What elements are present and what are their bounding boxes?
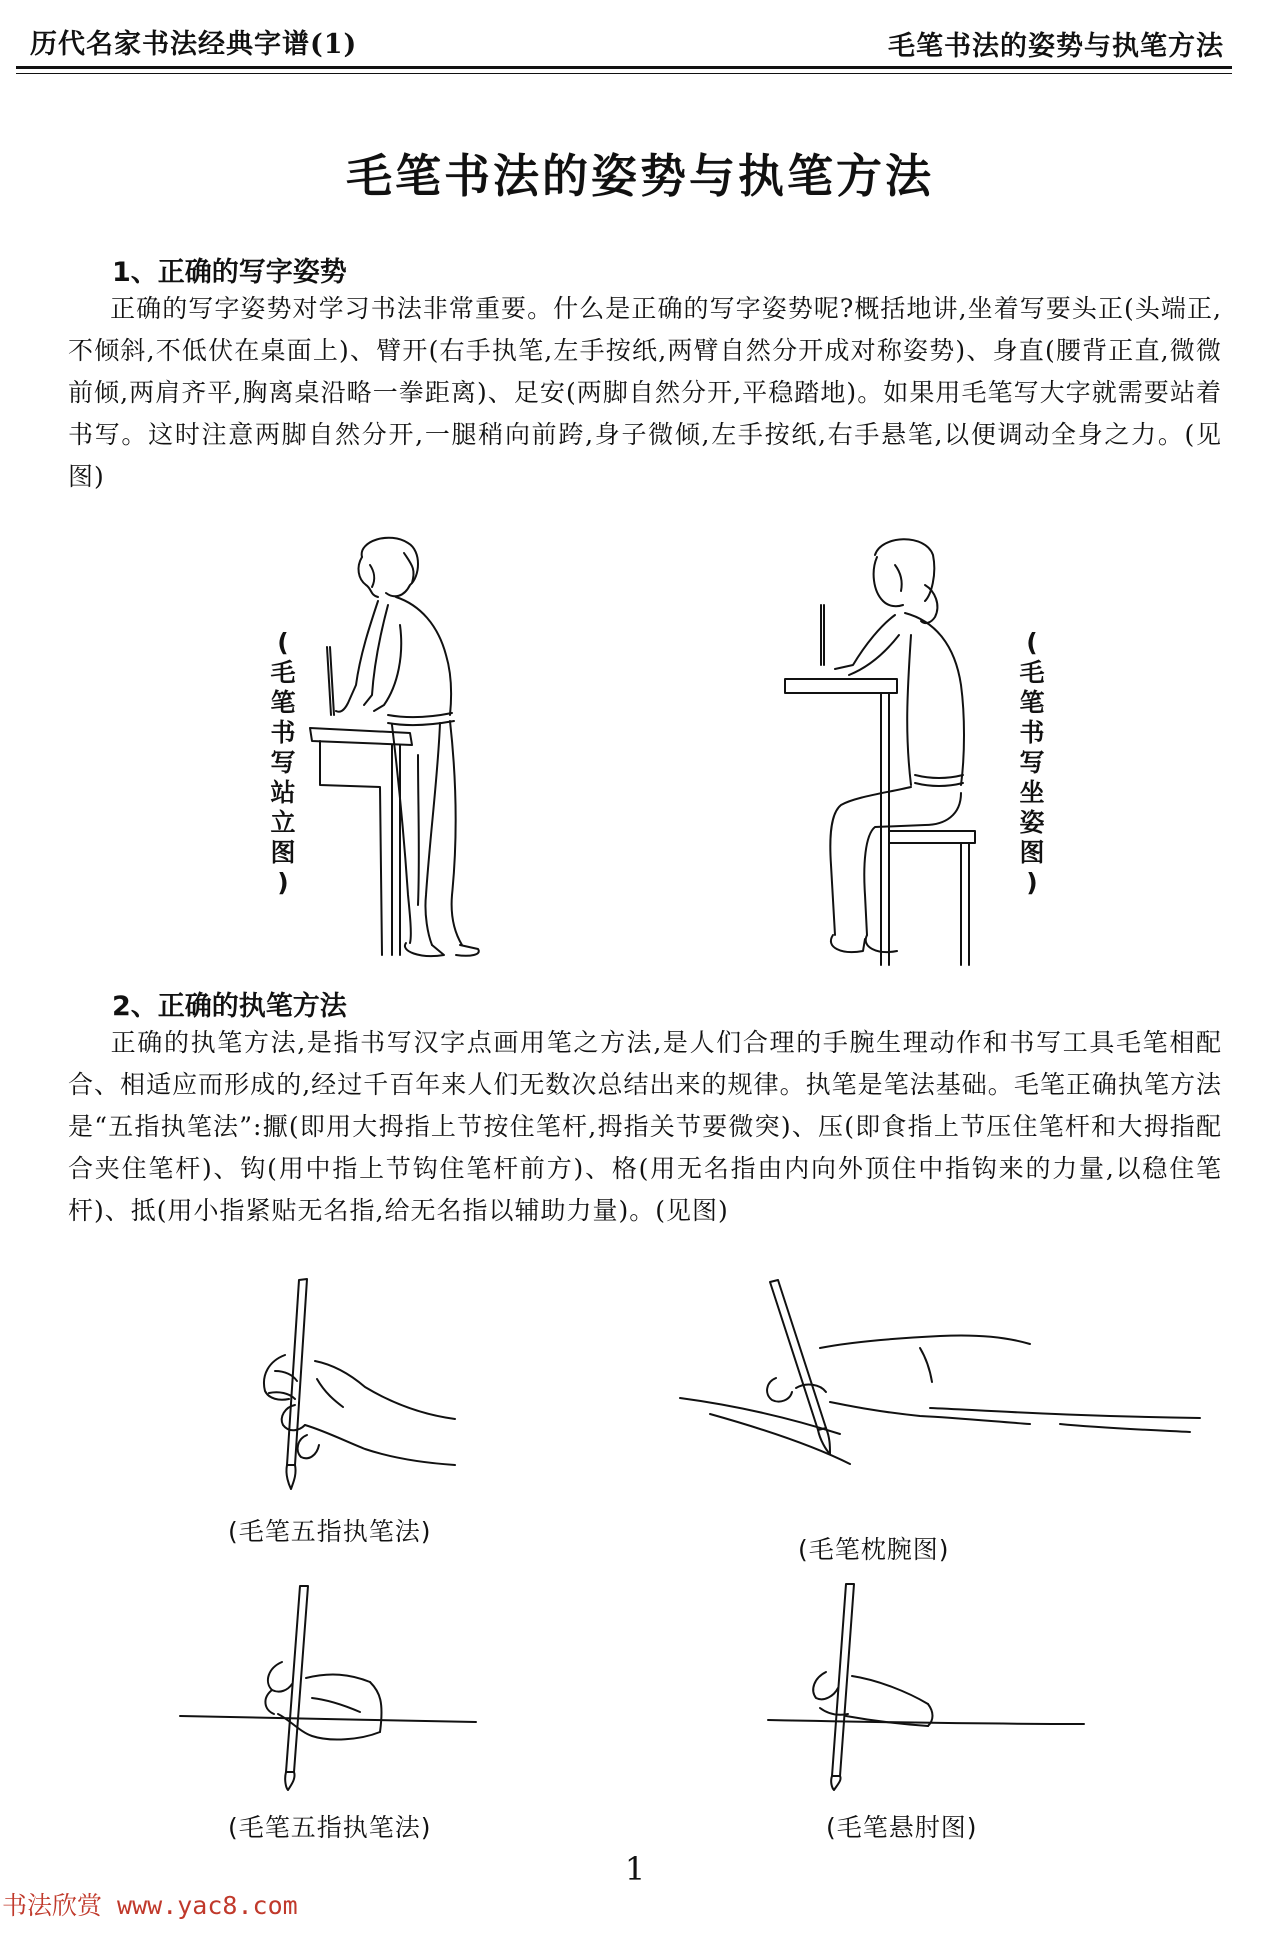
- sitting-posture-illustration: [785, 535, 995, 965]
- raised-elbow-illustration: [768, 1580, 1088, 1790]
- section-1-text: 正确的写字姿势对学习书法非常重要。什么是正确的写字姿势呢?概括地讲,坐着写要头正(头端正,不倾斜,不低伏在桌面上)、臂开(右手执笔,左手按纸,两臂自然分开成对称姿势)、身直(腰背正直,微微前倾,两肩齐平,胸离桌沿略一拳距离)、足安(两脚自然分开,平稳踏地)。如果用毛笔写大字就需要站着书写。这时注意两脚自然分开,一腿稍向前跨,身子微倾,左手按纸,右手悬笔,以便调动全身之力。(见图): [68, 294, 1222, 491]
- wrist-rest-caption: (毛笔枕腕图): [798, 1535, 950, 1564]
- section-2-paragraph: [68, 1022, 1222, 1232]
- section-2-heading: 2、正确的执笔方法: [112, 991, 347, 1022]
- page-title: 毛笔书法的姿势与执笔方法: [346, 149, 934, 203]
- five-finger-grip-illustration-2: [180, 1582, 480, 1792]
- standing-posture-caption: ( 毛 笔 书 写 站 立 图 ): [270, 628, 296, 897]
- five-finger-grip-caption-1: (毛笔五指执笔法): [228, 1517, 432, 1546]
- five-finger-grip-illustration-1: [255, 1275, 465, 1500]
- wrist-rest-illustration: [680, 1278, 1205, 1503]
- sitting-posture-caption: ( 毛 笔 书 写 坐 姿 图 ): [1019, 628, 1045, 897]
- standing-posture-illustration: [300, 535, 510, 960]
- five-finger-grip-caption-2: (毛笔五指执笔法): [228, 1813, 432, 1842]
- section-1-heading: 1、正确的写字姿势: [112, 257, 347, 288]
- page-number: 1: [624, 1850, 646, 1888]
- section-1-paragraph: [68, 288, 1222, 498]
- section-2-text: 正确的执笔方法,是指书写汉字点画用笔之方法,是人们合理的手腕生理动作和书写工具毛笔相配合、相适应而形成的,经过千百年来人们无数次总结出来的规律。执笔是笔法基础。毛笔正确执笔方法是“五指执笔法”:擫(即用大拇指上节按住笔杆,拇指关节要微突)、压(即食指上节压住笔杆和大拇指配合夹住笔杆)、钩(用中指上节钩住笔杆前方)、格(用无名指由内向外顶住中指钩来的力量,以稳住笔杆)、抵(用小指紧贴无名指,给无名指以辅助力量)。(见图): [68, 1028, 1222, 1225]
- header-rule-thin: [16, 73, 1232, 74]
- running-header-chapter-title: 毛笔书法的姿势与执笔方法: [888, 31, 1224, 62]
- raised-elbow-caption: (毛笔悬肘图): [826, 1813, 978, 1842]
- header-rule-thick: [16, 66, 1232, 69]
- site-watermark: 书法欣赏 www.yac8.com: [2, 1891, 298, 1920]
- running-header-book-title: 历代名家书法经典字谱(1): [30, 29, 358, 60]
